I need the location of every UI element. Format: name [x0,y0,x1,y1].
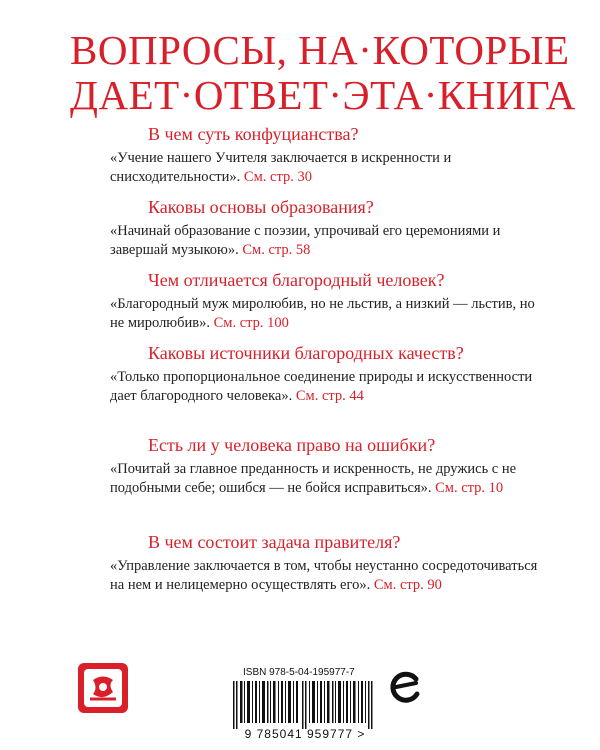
question: Каковы источники благородных качеств? [148,343,464,363]
page-reference: См. стр. 58 [242,242,311,258]
answer-text: «Начинай образование с поэзии, упрочивай его церемониями и завершай музыкою». [110,223,501,258]
qa-item [110,434,550,498]
question: В чем состоит задача правителя? [148,532,401,552]
answer [110,222,550,260]
answer-text: «Учение нашего Учителя заключается в искренности и снисходительности». [110,150,452,185]
answer-text: «Только пропорциональное соединение природы и искусственности дает благородного человека». [110,369,533,404]
qa-item [110,123,550,187]
qa-item [110,531,550,595]
page-reference: См. стр. 90 [373,577,442,593]
answer-text: «Почитай за главное преданность и искренность, не дружись с не подобными себе; ошибся — не бойся исправиться». [110,461,517,496]
eksmo-e-icon [386,667,426,707]
question: Каковы основы образования? [148,197,374,217]
question: В чем суть конфуцианства? [148,124,359,144]
answer [110,149,550,187]
question: Чем отличается благородный человек? [148,270,445,290]
page-reference: См. стр. 10 [435,480,504,496]
answer [110,557,550,595]
publisher-seal-icon [78,663,128,713]
answer [110,460,550,498]
page-reference: См. стр. 44 [295,388,364,404]
page-reference: См. стр. 30 [243,169,312,185]
qa-item [110,269,550,333]
title-line-1: ВОПРОСЫ, НА·КОТОРЫЕ [70,27,570,73]
answer [110,295,550,333]
answer-text: «Благородный муж миролюбив, но не льстив, а низкий — льстив, но не миролюбив». [110,296,535,331]
title-line-2: ДАЕТ·ОТВЕТ·ЭТА·КНИГА [70,72,576,118]
answer [110,368,550,406]
barcode [225,667,385,743]
isbn-label: ISBN 978-5-04-195977-7 [243,667,355,678]
page-title [70,27,576,118]
barcode-bars [233,681,383,729]
barcode-digits: 9 785041 959777 > [244,727,366,741]
answer-text: «Управление заключается в том, чтобы неустанно сосредоточиваться на нем и нелицемерно осуществлять его». [110,558,538,593]
page-reference: См. стр. 100 [213,315,289,331]
question: Есть ли у человека право на ошибки? [148,435,436,455]
qa-item [110,196,550,260]
qa-item [110,342,550,406]
